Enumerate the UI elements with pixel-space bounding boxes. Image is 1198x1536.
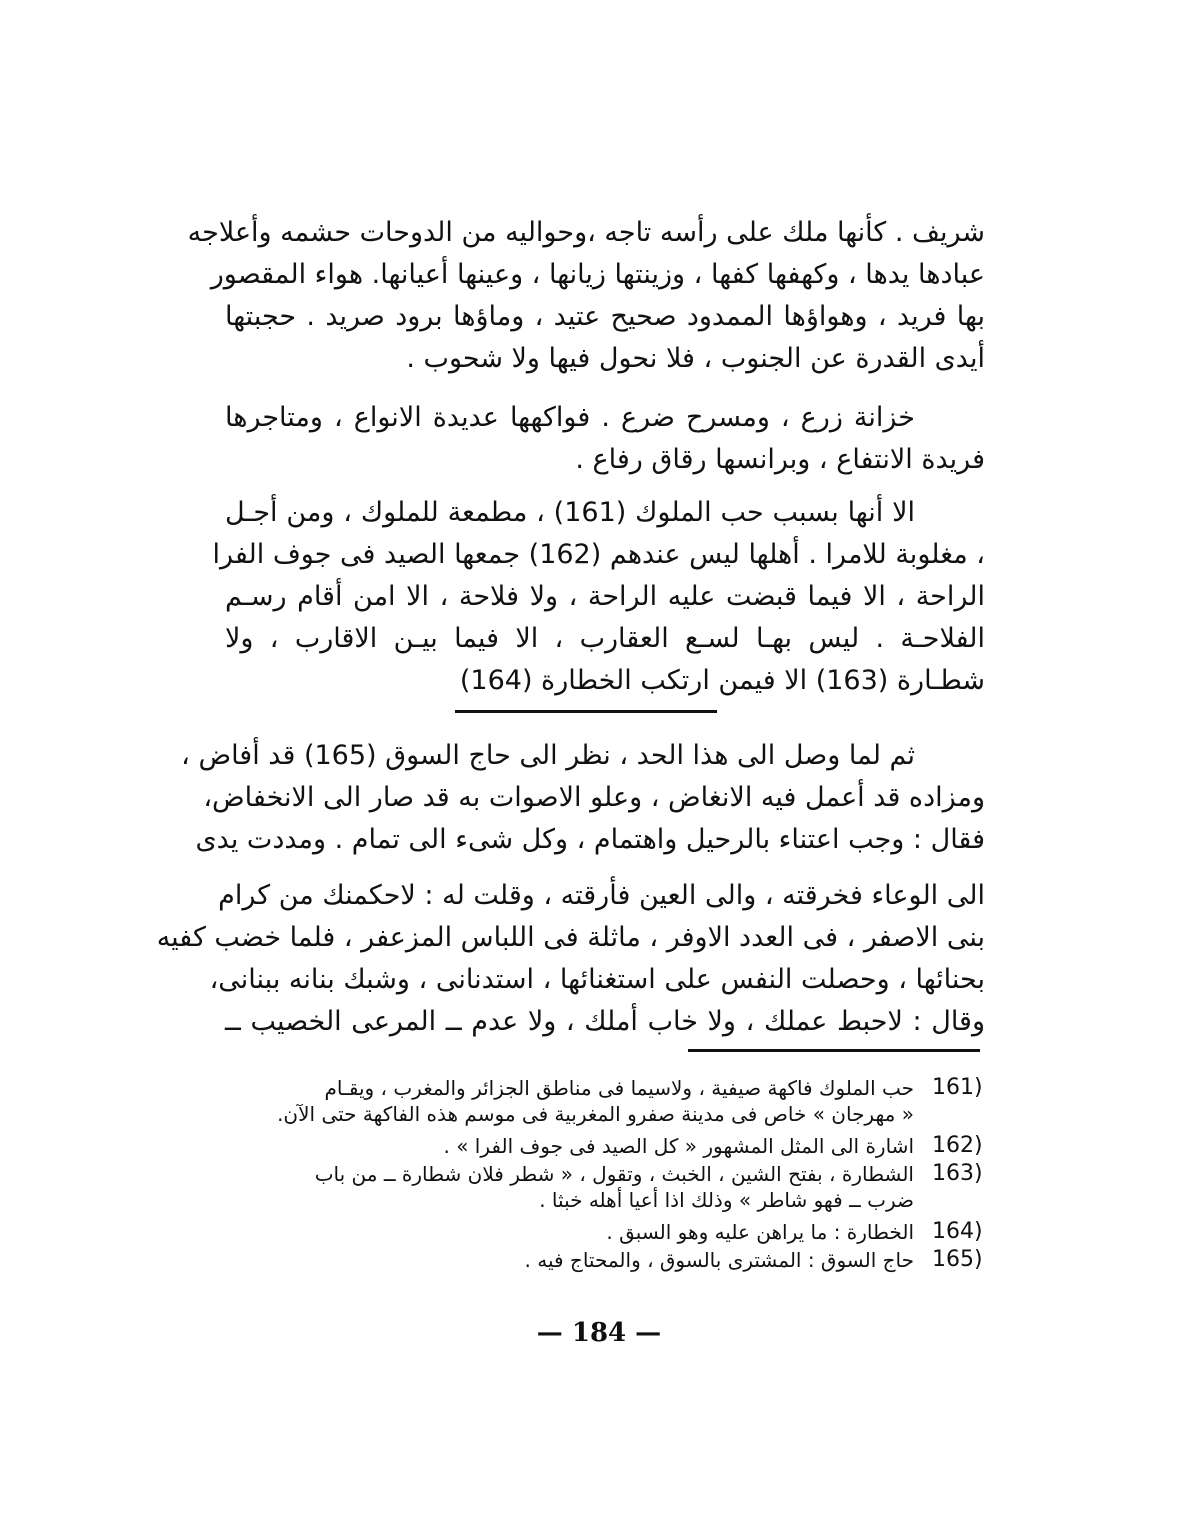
footnote-line: الخطارة : ما يراهن عليه وهو السبق .: [606, 1220, 914, 1244]
footnote-text: [230, 1247, 932, 1273]
footnote-165: [230, 1247, 982, 1273]
text-line: الفلاحـة . ليس بهـا لسـع العقارب ، الا فيما بيـن الاقارب ، ولا: [225, 623, 985, 654]
footnote-text: [230, 1219, 932, 1245]
text-line: بنى الاصفر ، فى العدد الاوفر ، ماثلة فى اللباس المزعفر ، فلما خضب كفيه: [156, 922, 985, 953]
paragraph-1: [187, 212, 985, 380]
footnote-line: الشطارة ، بفتح الشين ، الخبث ، وتقول ، « شطر فلان شطارة ــ من باب: [314, 1162, 914, 1186]
text-line: عبادها يدها ، وكهفها كفها ، وزينتها زيانها ، وعينها أعيانها. هواء المقصور: [210, 259, 985, 290]
paragraph-3: [212, 492, 985, 702]
footnote-separator: [688, 1049, 980, 1052]
footnote-161: [230, 1075, 982, 1127]
footnote-text: [230, 1161, 932, 1213]
text-line: فريدة الانتفاع ، وبرانسها رقاق رفاع .: [575, 444, 985, 475]
text-line: ومزاده قد أعمل فيه الانغاض ، وعلو الاصوات به قد صار الى الانخفاض،: [203, 782, 985, 813]
footnote-line: اشارة الى المثل المشهور « كل الصيد فى جوف الفرا » .: [443, 1134, 914, 1158]
footnote-number: 161): [932, 1075, 983, 1100]
text-line: ثم لما وصل الى هذا الحد ، نظر الى حاج السوق (165) قد أفاض ،: [181, 740, 915, 771]
page-number: — 184 —: [536, 1318, 662, 1348]
footnote-number: 165): [932, 1247, 983, 1272]
footnote-162: [230, 1133, 982, 1159]
footnote-line: حب الملوك فاكهة صيفية ، ولاسيما فى مناطق الجزائر والمغرب ، ويقـام: [324, 1076, 914, 1100]
section-divider: [455, 710, 717, 713]
text-line: وقال : لاحبط عملك ، ولا خاب أملك ، ولا عدم ــ المرعى الخصيب ــ: [225, 1006, 985, 1037]
footnote-163: [230, 1161, 982, 1213]
footnote-text: [230, 1075, 932, 1127]
text-line: شريف . كأنها ملك على رأسه تاجه ،وحواليه من الدوحات حشمه وأعلاجه: [187, 217, 985, 248]
paragraph-2: [225, 397, 985, 481]
footnote-line: « مهرجان » خاص فى مدينة صفرو المغربية فى موسم هذه الفاكهة حتى الآن.: [277, 1102, 914, 1126]
text-line: ، مغلوبة للامرا . أهلها ليس عندهم (162) جمعها الصيد فى جوف الفرا: [212, 539, 985, 570]
text-line: الا أنها بسبب حب الملوك (161) ، مطمعة للملوك ، ومن أجـل: [225, 497, 915, 528]
text-line: فقال : وجب اعتناء بالرحيل واهتمام ، وكل شىء الى تمام . ومددت يدى: [195, 824, 985, 855]
footnote-164: [230, 1219, 982, 1245]
text-line: شطـارة (163) الا فيمن ارتكب الخطارة (164): [459, 665, 985, 696]
footnote-line: ضرب ــ فهو شاطر » وذلك اذا أعيا أهله خبثا .: [539, 1188, 914, 1212]
footnote-number: 162): [932, 1133, 983, 1158]
footnote-number: 163): [932, 1161, 983, 1186]
footnote-line: حاج السوق : المشترى بالسوق ، والمحتاج فيه .: [524, 1248, 914, 1272]
paragraph-4: [156, 735, 985, 1043]
text-line: أيدى القدرة عن الجنوب ، فلا نحول فيها ولا شحوب .: [406, 343, 985, 374]
footnote-number: 164): [932, 1219, 983, 1244]
text-line: خزانة زرع ، ومسرح ضرع . فواكهها عديدة الانواع ، ومتاجرها: [225, 402, 915, 433]
text-line: الراحة ، الا فيما قبضت عليه الراحة ، ولا فلاحة ، الا امن أقام رسـم: [225, 581, 985, 612]
text-line: بحنائها ، وحصلت النفس على استغنائها ، استدنانى ، وشبك بنانه ببنانى،: [209, 964, 985, 995]
footnotes: [230, 1075, 982, 1273]
text-line: الى الوعاء فخرقته ، والى العين فأرقته ، وقلت له : لاحكمنك من كرام: [218, 880, 985, 911]
footnote-text: [230, 1133, 932, 1159]
text-line: بها فريد ، وهواؤها الممدود صحيح عتيد ، وماؤها برود صريد . حجبتها: [225, 301, 985, 332]
